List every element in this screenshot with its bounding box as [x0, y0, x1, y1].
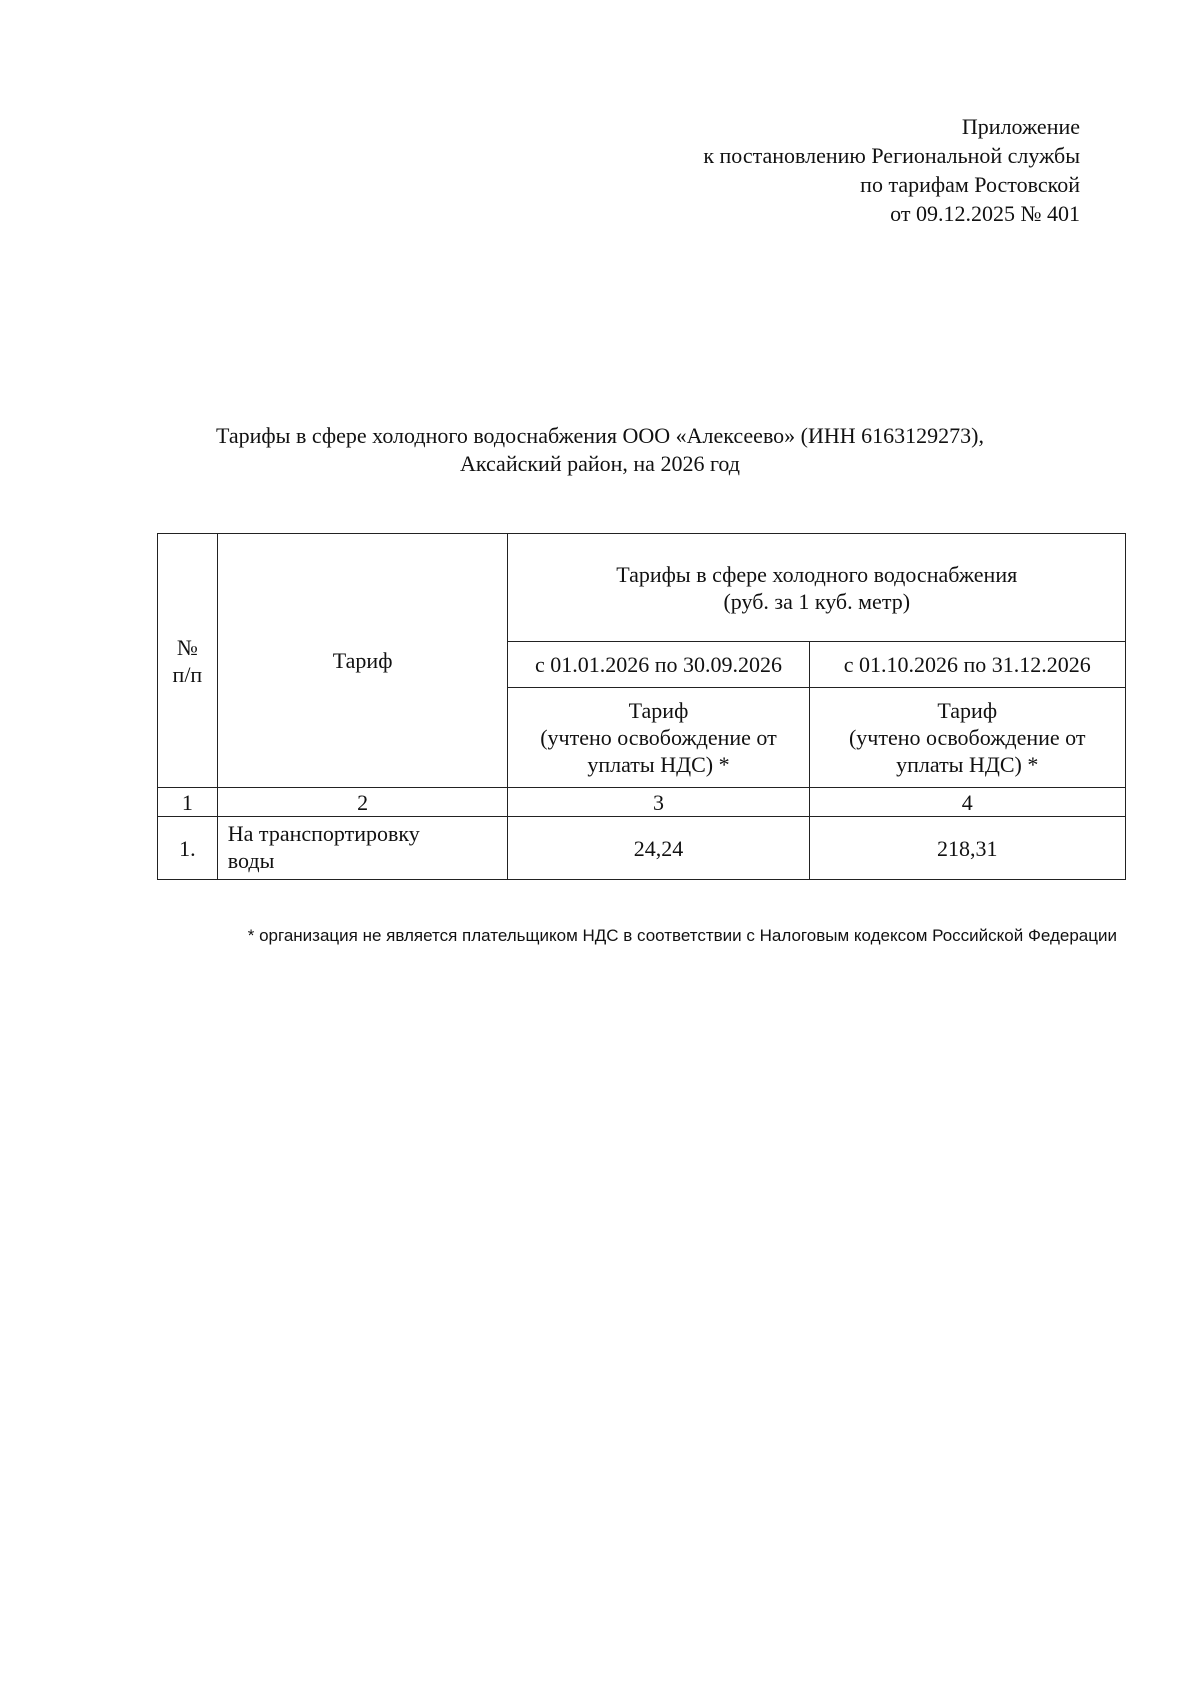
period-note-cell	[809, 688, 1126, 788]
title-line: Аксайский район, на 2026 год	[460, 451, 740, 476]
appendix-line: по тарифам Ростовской	[860, 172, 1080, 197]
row-number-cell: 1.	[158, 817, 218, 880]
row-value-cell: 218,31	[809, 817, 1126, 880]
period-note-line: уплаты НДС) *	[896, 752, 1039, 777]
tariff-table	[157, 533, 1126, 880]
appendix-line: от 09.12.2025 № 401	[890, 201, 1080, 226]
header-tariff-cell: Тариф	[217, 534, 508, 788]
period-note-line: (учтено освобождение от	[848, 725, 1086, 750]
table-index-row	[158, 788, 1126, 817]
period-note-cell	[508, 688, 809, 788]
header-number-cell	[158, 534, 218, 788]
period-note-line: (учтено освобождение от	[540, 725, 777, 750]
appendix-line: Приложение	[961, 114, 1080, 139]
period-cell: с 01.01.2026 по 30.09.2026	[508, 642, 809, 688]
appendix-header	[703, 112, 1080, 228]
header-number-label: №	[176, 634, 198, 660]
header-group-label: (руб. за 1 куб. метр)	[723, 588, 911, 614]
index-cell: 1	[158, 788, 218, 817]
header-number-label: п/п	[172, 661, 203, 687]
row-value-cell: 24,24	[508, 817, 809, 880]
row-name-line: воды	[227, 848, 275, 873]
header-group-label: Тарифы в сфере холодного водоснабжения	[616, 561, 1018, 587]
header-group-cell	[508, 534, 1126, 642]
appendix-line: к постановлению Региональной службы	[703, 143, 1080, 168]
title-line: Тарифы в сфере холодного водоснабжения ООО «Алексеево» (ИНН 6163129273),	[215, 423, 984, 448]
row-name-line: На транспортировку	[227, 821, 420, 846]
row-name-cell	[217, 817, 508, 880]
table-header-row	[158, 534, 1126, 642]
table-row	[158, 817, 1126, 880]
index-cell: 2	[217, 788, 508, 817]
period-note-line: Тариф	[937, 698, 998, 723]
index-cell: 3	[508, 788, 809, 817]
period-note-line: уплаты НДС) *	[587, 752, 730, 777]
footnote: * организация не является плательщиком НДС в соответствии с Налоговым кодексом Российской Федерации	[247, 926, 1117, 945]
period-cell: с 01.10.2026 по 31.12.2026	[809, 642, 1126, 688]
index-cell: 4	[809, 788, 1126, 817]
document-title	[0, 422, 1200, 478]
period-note-line: Тариф	[628, 698, 689, 723]
